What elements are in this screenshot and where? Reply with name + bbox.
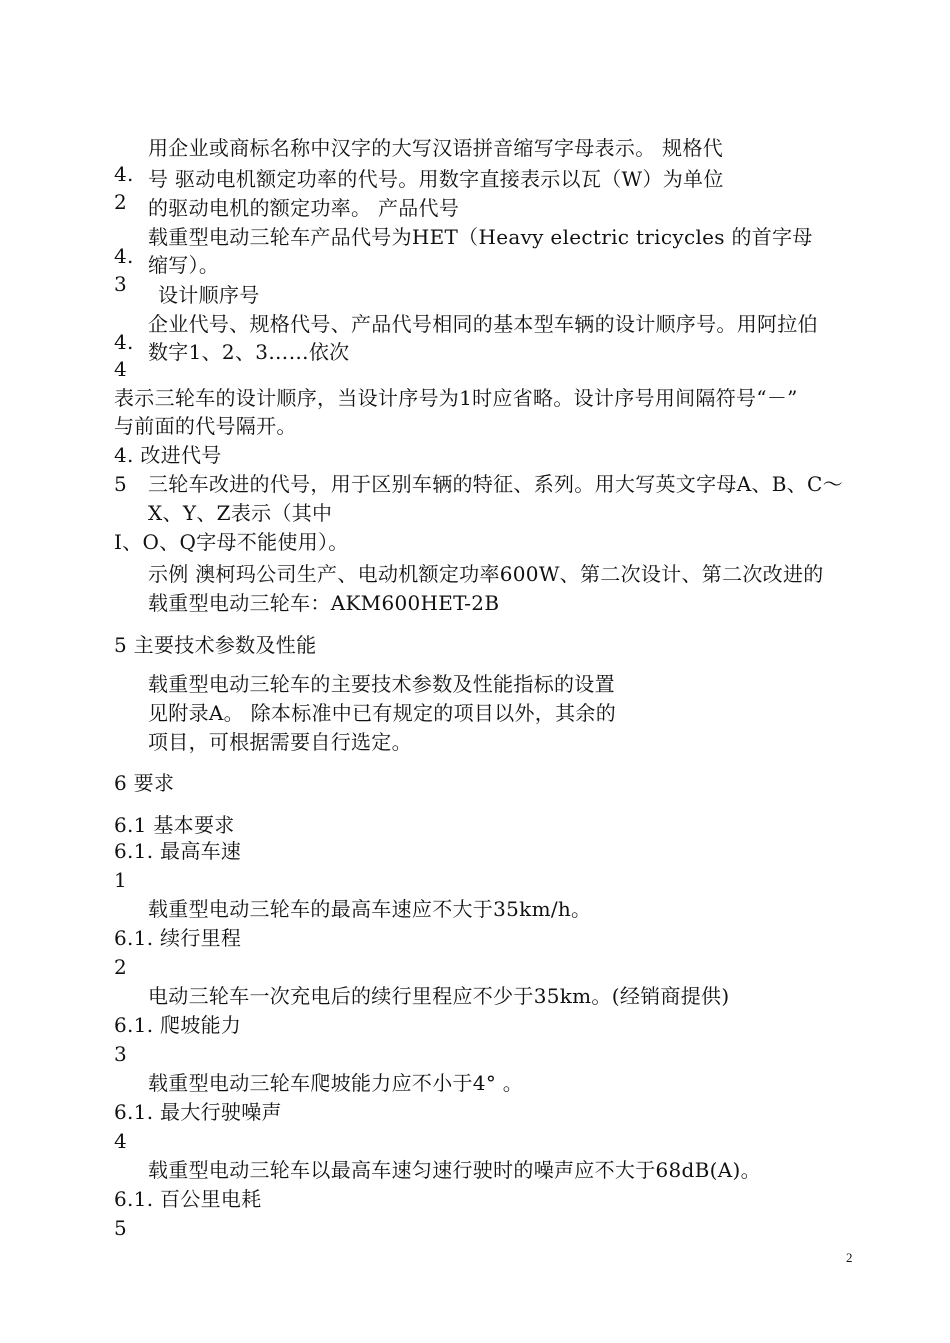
text-line: 数字1、2、3……依次 bbox=[148, 340, 350, 364]
section-heading: 5 主要技术参数及性能 bbox=[114, 633, 317, 657]
section-number: 2 bbox=[114, 190, 128, 214]
text-line: 用企业或商标名称中汉字的大写汉语拼音缩写字母表示。 规格代 bbox=[148, 136, 724, 160]
section-heading: 6.1. 最高车速 bbox=[114, 839, 242, 863]
text-line: 载重型电动三轮车的主要技术参数及性能指标的设置 bbox=[148, 672, 615, 696]
section-heading: 6.1. 最大行驶噪声 bbox=[114, 1100, 282, 1124]
section-heading: 6.1. 爬坡能力 bbox=[114, 1013, 242, 1037]
section-number: 3 bbox=[114, 272, 128, 296]
section-heading: 设计顺序号 bbox=[158, 283, 260, 307]
page-number: 2 bbox=[846, 1250, 853, 1265]
text-line: 载重型电动三轮车以最高车速匀速行驶时的噪声应不大于68dB(A)。 bbox=[148, 1158, 761, 1182]
example-line: 示例 澳柯玛公司生产、电动机额定功率600W、第二次设计、第二次改进的 bbox=[148, 562, 824, 586]
section-number: 5 bbox=[114, 1216, 128, 1240]
section-number: 4 bbox=[114, 357, 128, 381]
section-number: 4. bbox=[114, 330, 134, 354]
text-line: 号 驱动电机额定功率的代号。用数字直接表示以瓦（W）为单位 bbox=[148, 167, 724, 191]
section-number: 4 bbox=[114, 1129, 128, 1153]
section-number: 1 bbox=[114, 868, 128, 892]
text-line: 缩写）。 bbox=[148, 253, 220, 277]
text-line: 项目，可根据需要自行选定。 bbox=[148, 730, 412, 754]
text-line: X、Y、Z表示（其中 bbox=[148, 501, 333, 525]
text-line: 表示三轮车的设计顺序，当设计序号为1时应省略。设计序号用间隔符号“－” bbox=[114, 386, 798, 410]
section-number: 4. bbox=[114, 244, 134, 268]
text-line: 电动三轮车一次充电后的续行里程应不少于35km。(经销商提供) bbox=[148, 984, 730, 1008]
text-line: 载重型电动三轮车的最高车速应不大于35km/h。 bbox=[148, 897, 592, 921]
text-line: I、O、Q字母不能使用）。 bbox=[114, 530, 349, 554]
section-number: 2 bbox=[114, 955, 128, 979]
section-heading: 6 要求 bbox=[114, 771, 175, 795]
section-heading: 4. 改进代号 bbox=[114, 443, 222, 467]
text-line: 载重型电动三轮车产品代号为HET（Heavy electric tricycles 的首字母 bbox=[148, 225, 813, 249]
section-number: 3 bbox=[114, 1042, 128, 1066]
text-line: 的驱动电机的额定功率。 产品代号 bbox=[148, 196, 460, 220]
section-heading: 6.1. 百公里电耗 bbox=[114, 1187, 262, 1211]
text-line: 载重型电动三轮车爬坡能力应不小于4° 。 bbox=[148, 1071, 524, 1095]
section-heading: 6.1. 续行里程 bbox=[114, 926, 242, 950]
section-number: 4. bbox=[114, 162, 134, 186]
text-line: 与前面的代号隔开。 bbox=[114, 414, 297, 438]
section-heading: 6.1 基本要求 bbox=[114, 813, 235, 837]
text-line: 见附录A。 除本标准中已有规定的项目以外，其余的 bbox=[148, 701, 617, 725]
example-line: 载重型电动三轮车：AKM600HET-2B bbox=[148, 591, 500, 615]
section-number: 5 bbox=[114, 472, 128, 496]
text-line: 企业代号、规格代号、产品代号相同的基本型车辆的设计顺序号。用阿拉伯 bbox=[148, 312, 818, 336]
text-line: 三轮车改进的代号，用于区别车辆的特征、系列。用大写英文字母A、B、C～ bbox=[148, 472, 843, 496]
